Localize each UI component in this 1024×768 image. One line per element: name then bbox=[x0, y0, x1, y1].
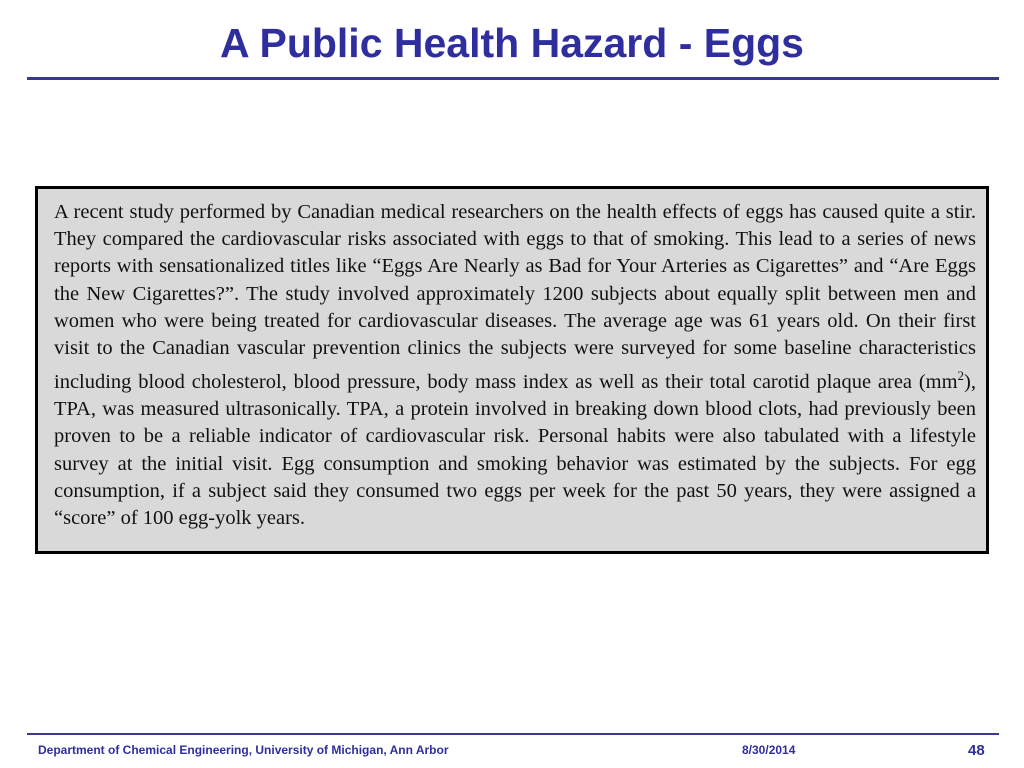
slide-title: A Public Health Hazard - Eggs bbox=[220, 20, 804, 66]
footer-department: Department of Chemical Engineering, University of Michigan, Ann Arbor bbox=[38, 743, 449, 757]
study-paragraph bbox=[54, 199, 976, 532]
study-text-box bbox=[35, 186, 989, 554]
title-divider bbox=[27, 77, 999, 80]
footer-date: 8/30/2014 bbox=[742, 743, 796, 757]
paragraph-text-part2: ), TPA, was measured ultrasonically. TPA, a protein involved in breaking down blood clots, had previously been proven to be a reliable indicator of cardiovascular risk. Personal habits were also tabulated with a lifestyle survey at the initial visit. Egg consumption and smoking behavior was estimated by the subjects. For egg consumption, if a subject said they consumed two eggs per week for the past 50 years, they were assigned a “score” of 100 egg-yolk years. bbox=[54, 371, 976, 530]
footer-divider bbox=[27, 733, 999, 735]
paragraph-text-part1: A recent study performed by Canadian medical researchers on the health effects of eggs has caused quite a stir. They compared the cardiovascular risks associated with eggs to that of smoking. This lead to a series of news reports with sensationalized titles like “Eggs Are Nearly as Bad for Your Arteries as Cigarettes” and “Are Eggs the New Cigarettes?”. The study involved approximately 1200 subjects about equally split between men and women who were being treated for cardiovascular diseases. The average age was 61 years old. On their first visit to the Canadian vascular prevention clinics the subjects were surveyed for some baseline characteristics including blood cholesterol, blood pressure, body mass index as well as their total carotid plaque area (mm bbox=[54, 201, 976, 394]
page-number: 48 bbox=[968, 742, 985, 759]
superscript-2: 2 bbox=[957, 368, 965, 384]
